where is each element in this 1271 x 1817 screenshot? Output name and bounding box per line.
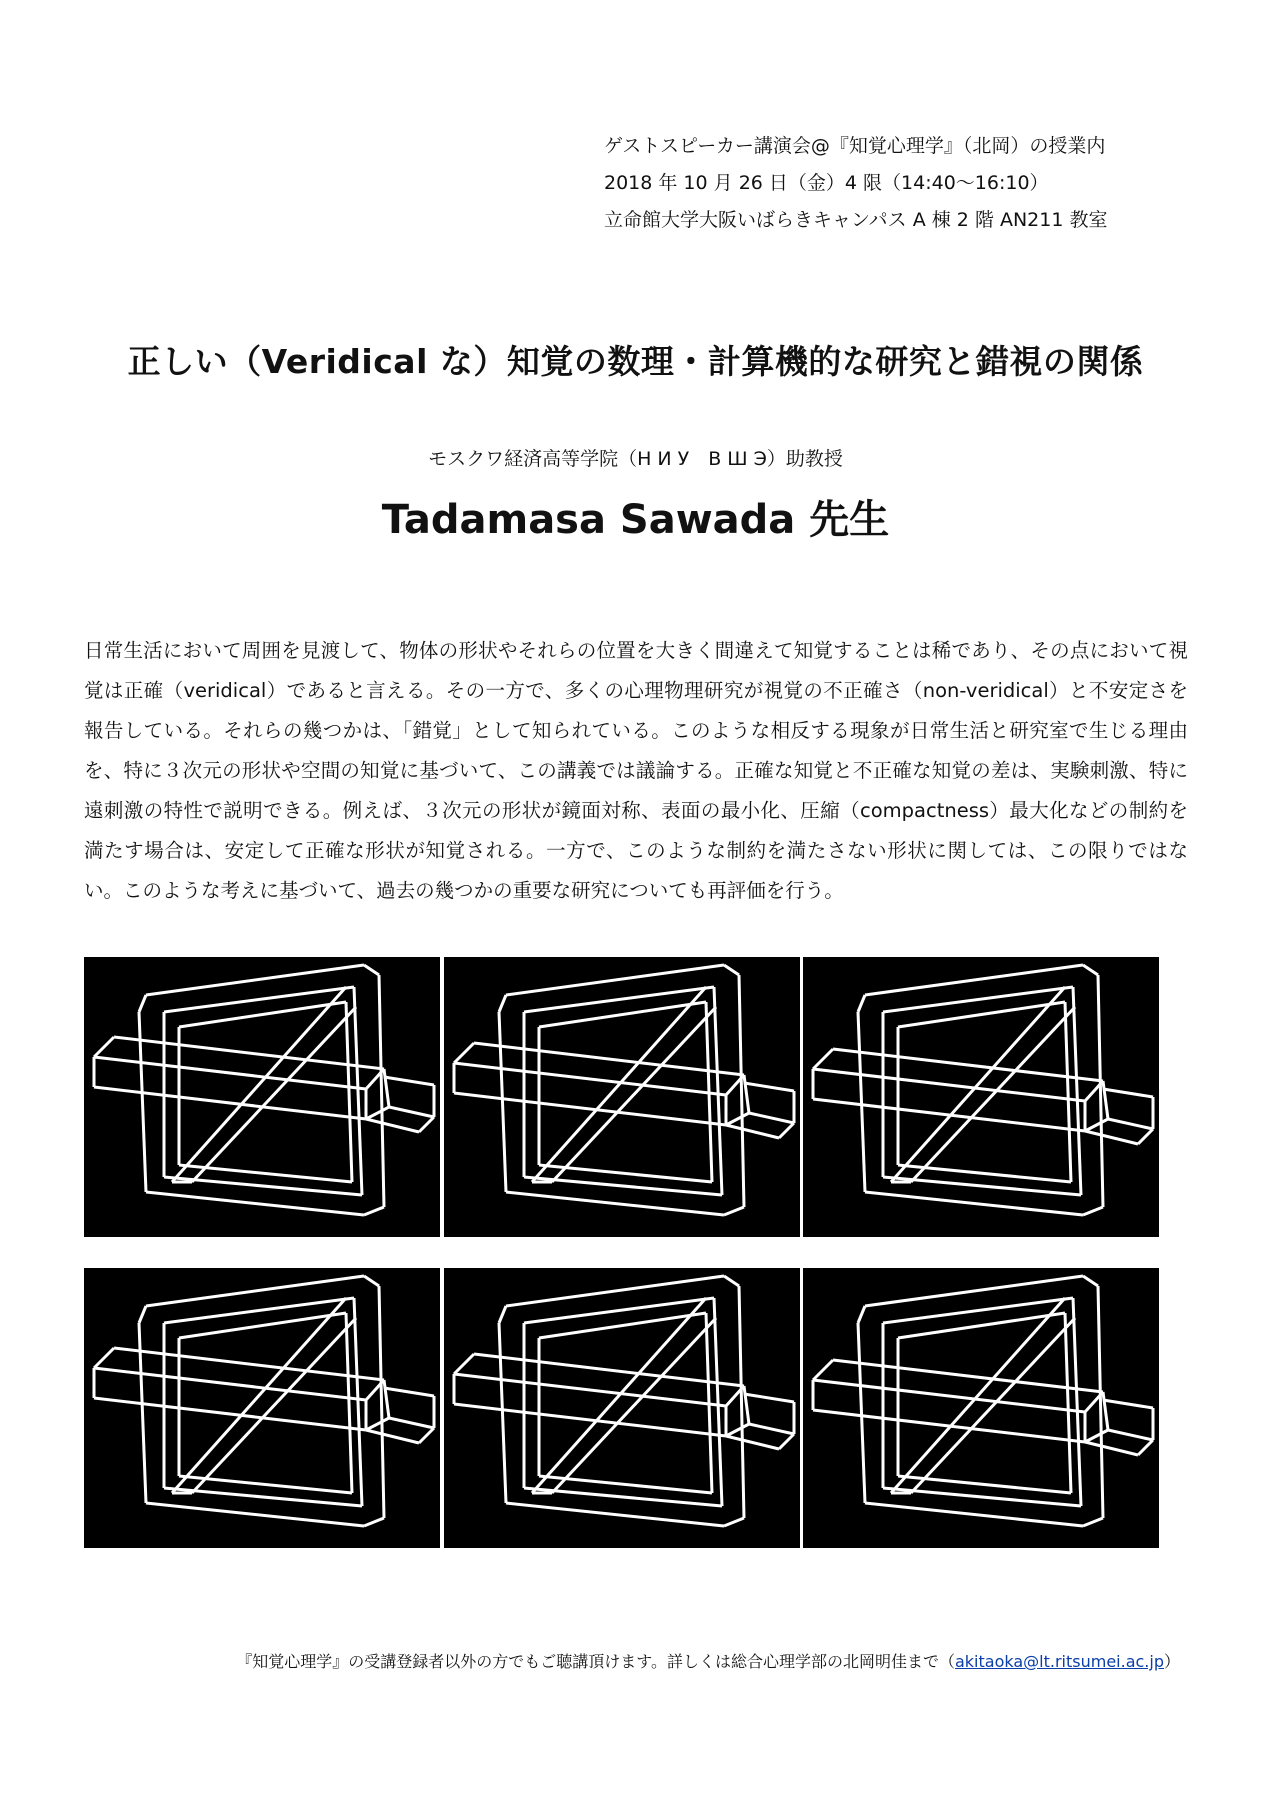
figure-edge <box>1083 1207 1103 1215</box>
figure-edge <box>454 1354 474 1374</box>
figure-edge <box>724 965 739 975</box>
figure-edge <box>146 1503 364 1526</box>
figure-edge <box>858 995 865 1012</box>
figure-edge <box>389 1107 434 1117</box>
figure-edge <box>724 1276 739 1286</box>
figure-edge <box>1098 1286 1103 1518</box>
figure-edge <box>139 995 146 1012</box>
impossible-figure-icon <box>803 957 1159 1237</box>
illusion-figure-4 <box>84 1268 440 1548</box>
illusion-figure-5 <box>444 1268 800 1548</box>
figure-edge <box>1098 975 1103 1207</box>
figure-edge <box>726 1125 779 1138</box>
figure-edge <box>813 1410 1085 1442</box>
figure-edge <box>552 1318 716 1493</box>
figure-edge <box>499 1306 506 1323</box>
figure-edge <box>744 1083 794 1091</box>
figure-edge <box>1108 1430 1153 1440</box>
figure-edge <box>726 1424 749 1436</box>
figure-edge <box>454 1043 474 1063</box>
figure-edge <box>384 1380 389 1418</box>
abstract-text: 日常生活において周囲を見渡して、物体の形状やそれらの位置を大きく間違えて知覚することは稀であり、その点において視覚は正確（veridical）であると言える。その一方で、多くの心理物理研究が視覚の不正確さ（non-veridical）と不安定さを報告している。それらの幾つかは、「錯覚」として知られている。このような相反する現象が日常生活と研究室で生じる理由を、特に３次元の形状や空間の知覚に基づいて、この講義では議論する。正確な知覚と不正確な知覚の差は、実験刺激、特に遠刺激の特性で説明できる。例えば、３次元の形状が鏡面対称、表面の最小化、圧縮（compactness）最大化などの制約を満たす場合は、安定して正確な形状が知覚される。一方で、このような制約を満たさない形状に関しては、この限りではない。このような考えに基づいて、過去の幾つかの重要な研究についても再評価を行う。 <box>84 639 1188 902</box>
figure-edge <box>354 1298 362 1506</box>
figure-edge <box>419 1428 434 1443</box>
figure-edge <box>1085 1119 1108 1131</box>
figure-edge <box>552 1007 716 1182</box>
figure-edge <box>1103 1089 1153 1097</box>
figure-edge <box>724 1518 744 1526</box>
figure-edge <box>94 1398 366 1430</box>
figure-edge <box>366 1418 389 1430</box>
figure-edge <box>384 1077 434 1085</box>
figure-edge <box>1085 1430 1108 1442</box>
figure-edge <box>1065 1313 1071 1493</box>
illusion-figure-6 <box>803 1268 1159 1548</box>
footer-note <box>0 1649 1180 1672</box>
figure-edge <box>499 1012 506 1192</box>
figure-edge <box>739 1286 744 1518</box>
impossible-figure-icon <box>84 957 440 1237</box>
illusion-figure-3 <box>803 957 1159 1237</box>
lecture-title: 正しい（Veridical な）知覚の数理・計算機的な研究と錯視の関係 <box>127 342 1144 381</box>
figure-edge <box>506 1503 724 1526</box>
figure-edge <box>499 1323 506 1503</box>
speaker-affiliation: モスクワ経済高等学院（Н И У В Ш Э）助教授 <box>428 448 843 470</box>
figure-edge <box>749 1113 794 1123</box>
figure-edge <box>364 965 379 975</box>
figure-edge <box>384 1388 434 1396</box>
speaker-name: Tadamasa Sawada 先生 <box>381 497 890 543</box>
figure-edge <box>1103 1400 1153 1408</box>
figure-edge <box>739 975 744 1207</box>
figure-edge <box>1073 1298 1081 1506</box>
figure-edge <box>379 975 384 1207</box>
event-line-1: ゲストスピーカー講演会@『知覚心理学』（北岡）の授業内 <box>604 135 1106 157</box>
figure-edge <box>1085 1131 1138 1144</box>
figure-edge <box>192 1318 356 1493</box>
impossible-figure-icon <box>803 1268 1159 1548</box>
figure-edge <box>366 1430 419 1443</box>
figure-edge <box>346 1002 352 1182</box>
illusion-figure-2 <box>444 957 800 1237</box>
figure-edge <box>366 1119 419 1132</box>
figure-edge <box>94 1087 366 1119</box>
figure-edge <box>366 1107 389 1119</box>
figure-edge <box>714 987 722 1195</box>
figure-edge <box>419 1117 434 1132</box>
figure-edge <box>346 1313 352 1493</box>
figure-edge <box>364 1518 384 1526</box>
figure-edge <box>726 1436 779 1449</box>
illusion-figure-1 <box>84 957 440 1237</box>
figure-edge <box>454 1093 726 1125</box>
figure-edge <box>1083 1276 1098 1286</box>
figure-edge <box>1065 1002 1071 1182</box>
figure-edge <box>364 1276 379 1286</box>
figure-edge <box>1085 1442 1138 1455</box>
figure-edge <box>1083 1518 1103 1526</box>
figure-edge <box>192 1007 356 1182</box>
figure-edge <box>911 1318 1075 1493</box>
figure-edge <box>384 1069 389 1107</box>
figure-edge <box>94 1037 114 1057</box>
figure-edge <box>865 1192 1083 1215</box>
figure-edge <box>389 1418 434 1428</box>
impossible-figure-icon <box>444 1268 800 1548</box>
figure-edge <box>726 1113 749 1125</box>
figure-edge <box>1103 1392 1108 1430</box>
footer-close: ） <box>1163 1652 1180 1671</box>
figure-edge <box>724 1207 744 1215</box>
figure-edge <box>744 1386 749 1424</box>
figure-edge <box>744 1394 794 1402</box>
figure-edge <box>454 1404 726 1436</box>
figure-edge <box>364 1207 384 1215</box>
figure-edge <box>813 1360 833 1380</box>
contact-email-link[interactable]: akitaoka@lt.ritsumei.ac.jp <box>954 1652 1164 1671</box>
figure-edge <box>139 1306 146 1323</box>
figure-edge <box>911 1007 1075 1182</box>
figure-edge <box>354 987 362 1195</box>
figure-edge <box>749 1424 794 1434</box>
figure-edge <box>499 995 506 1012</box>
figure-edge <box>1073 987 1081 1195</box>
figure-edge <box>379 1286 384 1518</box>
figure-edge <box>858 1323 865 1503</box>
event-line-3: 立命館大学大阪いばらきキャンパス A 棟 2 階 AN211 教室 <box>604 209 1108 231</box>
event-line-2: 2018 年 10 月 26 日（金）4 限（14:40～16:10） <box>604 172 1049 194</box>
figure-edge <box>1108 1119 1153 1129</box>
figure-edge <box>1138 1440 1153 1455</box>
impossible-figure-icon <box>84 1268 440 1548</box>
figure-edge <box>813 1099 1085 1131</box>
figure-edge <box>779 1434 794 1449</box>
figure-edge <box>146 1192 364 1215</box>
impossible-figure-icon <box>444 957 800 1237</box>
figure-edge <box>1103 1081 1108 1119</box>
figure-edge <box>779 1123 794 1138</box>
figure-edge <box>1083 965 1098 975</box>
event-info <box>604 128 1107 239</box>
figure-edge <box>1138 1129 1153 1144</box>
figure-edge <box>813 1049 833 1069</box>
figure-edge <box>506 1192 724 1215</box>
figure-edge <box>858 1306 865 1323</box>
figure-edge <box>858 1012 865 1192</box>
figure-edge <box>94 1348 114 1368</box>
figure-edge <box>744 1075 749 1113</box>
figure-edge <box>714 1298 722 1506</box>
figure-edge <box>865 1503 1083 1526</box>
footer-text: 『知覚心理学』の受講登録者以外の方でもご聴講頂けます。詳しくは総合心理学部の北岡明佳まで（ <box>236 1652 955 1671</box>
